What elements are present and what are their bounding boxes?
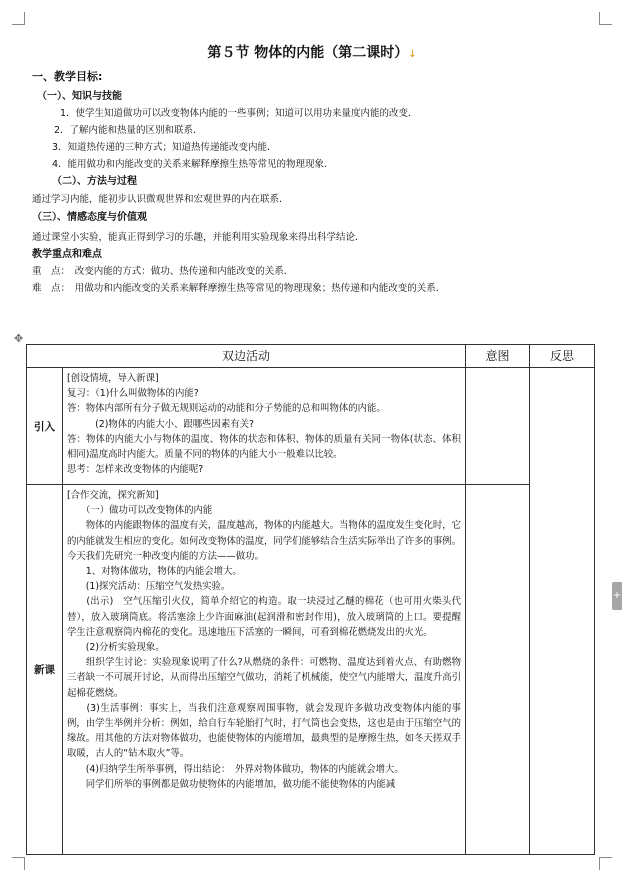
intro-line: 思考：怎样来改变物体的内能呢?: [67, 464, 204, 476]
intro-line: (2)物体的内能大小、跟哪些因素有关?: [67, 418, 255, 430]
intro-line: [创设情境，导入新课]: [67, 373, 159, 384]
corner-mark-top-right: [599, 12, 612, 25]
move-handle-icon[interactable]: ✥: [14, 332, 24, 345]
row-label-new-lesson: 新课: [27, 485, 63, 855]
paragraph-mark: ↓: [408, 49, 417, 60]
plus-tab-icon[interactable]: +: [612, 582, 622, 610]
lesson-line: （一）做功可以改变物体的内能: [67, 505, 213, 517]
lesson-line: 物体的内能跟物体的温度有关，温度越高，物体的内能越大。当物体的温度发生变化时，它的内能就发生相应的变化。如何改变物体的温度，同学们能够结合生活实际举出了许多的事例。今天我们先研究一种改变内能的方法——做功。: [67, 520, 462, 562]
lesson-line: (1)探究活动：压缩空气发热实验。: [67, 581, 231, 593]
knowledge-item-1: 1．使学生知道做功可以改变物体内能的一些事例；知道可以用功来量度内能的改变．: [60, 108, 418, 119]
key-heading: 教学重点和难点: [32, 249, 102, 260]
corner-mark-bottom-left: [12, 857, 25, 870]
method-heading: （二）、方法与过程: [52, 176, 137, 187]
knowledge-item-2: 2．了解内能和热量的区别和联系．: [54, 125, 203, 136]
lesson-line: 同学们所举的事例都是做功使物体的内能增加，做功能不能使物体的内能减: [67, 778, 396, 790]
intro-intent-cell[interactable]: [466, 368, 530, 485]
lesson-line: (2)分析实验现象。: [67, 642, 165, 654]
corner-mark-top-left: [12, 12, 25, 25]
emotion-text: 通过课堂小实验，能真正得到学习的乐趣，并能利用实验现象来得出科学结论．: [32, 232, 365, 243]
lesson-table: [26, 344, 595, 855]
table-row: [27, 368, 595, 485]
header-intent: 意图: [466, 345, 530, 368]
reflection-cell[interactable]: [530, 368, 595, 855]
lesson-intent-cell[interactable]: [466, 485, 530, 855]
lesson-line: [合作交流，探究新知]: [67, 490, 159, 501]
lesson-line: (出示) 空气压缩引火仪，简单介绍它的构造。取一块浸过乙醚的棉花（也可用火柴头代替），放入玻璃筒底。将活塞涂上少许面麻油(起润滑和密封作用)，放入玻璃筒的上口。要提醒学生注意观察筒内棉花的变化。迅速地压下活塞的一瞬间，可看到棉花燃烧发出的火光。: [67, 596, 462, 638]
method-text: 通过学习内能，能初步认识微观世界和宏观世界的内在联系．: [32, 194, 289, 205]
intro-line: 答：物体内部所有分子做无规则运动的动能和分子势能的总和叫物体的内能。: [67, 403, 386, 415]
lesson-line: (3)生活事例：事实上，当我们注意观察周围事物，就会发现许多做功改变物体内能的事例，由学生举例并分析：例如，给自行车轮胎打气时，打气筒也会变热，这也是由于压缩空气的缘故。用其他的方法对物体做功，也能使物体的内能增加，最典型的是摩擦生热，如冬天搓双手取暖，古人的“钻木取火”等。: [67, 702, 462, 760]
knowledge-item-4: 4．能用做功和内能改变的关系来解释摩擦生热等常见的物理现象．: [52, 159, 334, 170]
corner-mark-bottom-right: [599, 857, 612, 870]
key-point: 重 点： 改变内能的方式：做功、热传递和内能改变的关系．: [32, 266, 294, 277]
emotion-heading: （三）、情感态度与价值观: [32, 212, 147, 223]
knowledge-item-3: 3．知道热传递的三种方式；知道热传递能改变内能．: [52, 142, 277, 153]
goals-heading: 一、教学目标:: [32, 70, 103, 83]
table-header-row: [27, 345, 595, 368]
header-reflection: 反思: [530, 345, 595, 368]
row-label-intro: 引入: [27, 368, 63, 485]
knowledge-heading: （一）、知识与技能: [37, 91, 122, 102]
table-row: [27, 485, 595, 855]
intro-line: 复习：（1)什么叫做物体的内能?: [67, 388, 199, 400]
difficult-point: 难 点： 用做功和内能改变的关系来解释摩擦生热等常见的物理现象；热传递和内能改变的关系．: [32, 283, 446, 294]
intro-content: [63, 368, 466, 485]
page-title: [0, 42, 624, 62]
lesson-line: 1、对物体做功，物体的内能会增大。: [67, 566, 242, 578]
lesson-line: (4)归纳学生所举事例，得出结论： 外界对物体做功，物体的内能就会增大。: [67, 763, 404, 775]
page-title-text: 第５节 物体的内能（第二课时）: [207, 45, 409, 61]
lesson-line: 组织学生讨论：实验现象说明了什么?从燃烧的条件：可燃物、温度达到着火点、有助燃物三者缺一不可展开讨论，从而得出压缩空气做功，消耗了机械能，使空气内能增大，温度升高引起棉花燃烧。: [67, 657, 462, 699]
new-lesson-content: [63, 485, 466, 855]
intro-line: 答：物体的内能大小与物体的温度、物体的状态和体积、物体的质量有关同一物体(状态、体积相同)温度高时内能大。质量不同的物体的内能大小一般难以比较。: [67, 433, 462, 461]
header-activity: 双边活动: [27, 345, 466, 368]
